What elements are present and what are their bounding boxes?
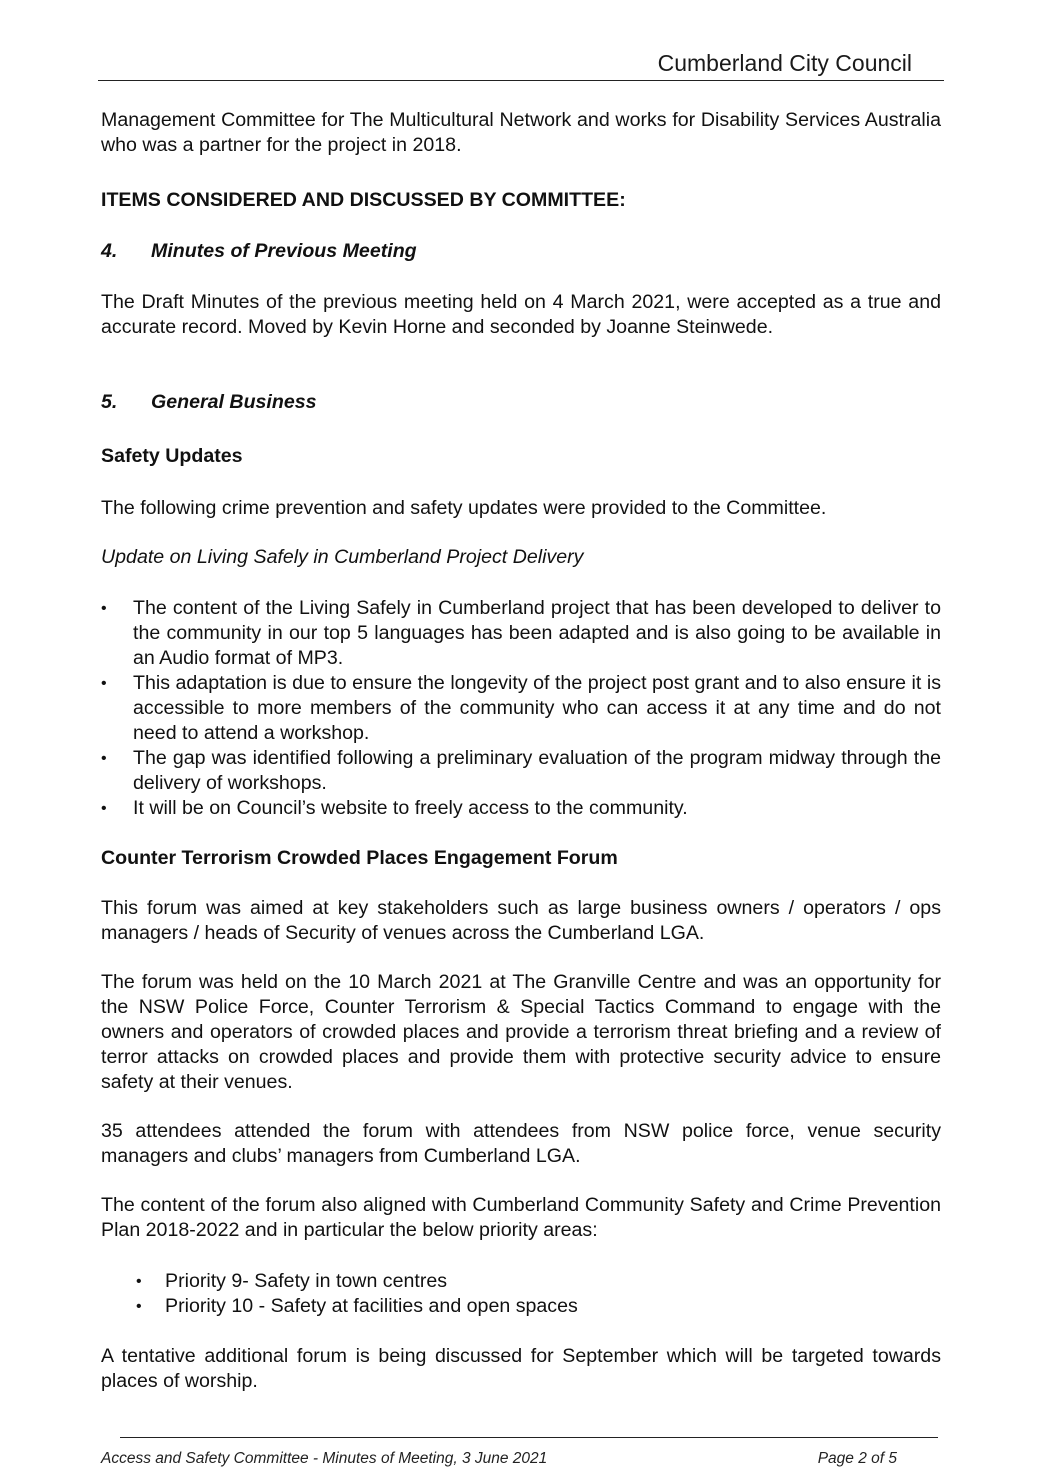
footer-divider [120, 1437, 938, 1438]
safety-updates-list [101, 596, 941, 821]
living-safely-subheading: Update on Living Safely in Cumberland Project Delivery [101, 546, 584, 568]
safety-updates-heading: Safety Updates [101, 445, 243, 467]
counter-terrorism-paragraph-4: The content of the forum also aligned with Cumberland Community Safety and Crime Prevention Plan 2018-2022 and in particular the below priority areas: [101, 1194, 941, 1241]
section-4-title: Minutes of Previous Meeting [151, 240, 417, 262]
list-item: • Priority 9- Safety in town centres [136, 1270, 448, 1292]
list-item: • Priority 10 - Safety at facilities and open spaces [136, 1295, 578, 1317]
list-item: • The gap was identified following a preliminary evaluation of the program midway through the delivery of workshops. [101, 747, 941, 794]
priority-areas-list [101, 1269, 941, 1319]
bullet-icon: • [136, 1273, 142, 1290]
section-4-heading [101, 239, 941, 264]
section-5-heading [101, 390, 941, 415]
bullet-icon: • [101, 675, 107, 692]
bullet-icon: • [136, 1298, 142, 1315]
list-item: • This adaptation is due to ensure the longevity of the project post grant and to also ensure it is accessible to more members of the community who can access it at any time and do not need to attend a workshop. [101, 672, 941, 744]
section-4-paragraph: The Draft Minutes of the previous meeting held on 4 March 2021, were accepted as a true and accurate record. Moved by Kevin Horne and seconded by Joanne Steinwede. [101, 291, 941, 338]
closing-paragraph: A tentative additional forum is being discussed for September which will be targeted towards places of worship. [101, 1345, 941, 1392]
page-number: Page 2 of 5 [817, 1450, 897, 1467]
list-item: • The content of the Living Safely in Cumberland project that has been developed to deliver to the community in our top 5 languages has been adapted and is also going to be available in an Audio format of MP3. [101, 597, 941, 669]
intro-paragraph: Management Committee for The Multicultural Network and works for Disability Services Australia who was a partner for the project in 2018. [101, 109, 941, 156]
section-5-number: 5. [101, 391, 118, 413]
list-item: • It will be on Council’s website to freely access to the community. [101, 797, 688, 819]
counter-terrorism-heading: Counter Terrorism Crowded Places Engagement Forum [101, 847, 618, 869]
header-divider [98, 80, 944, 81]
safety-updates-intro: The following crime prevention and safety updates were provided to the Committee. [101, 497, 827, 519]
counter-terrorism-paragraph-3: 35 attendees attended the forum with attendees from NSW police force, venue security managers and clubs’ managers from Cumberland LGA. [101, 1120, 941, 1167]
bullet-icon: • [101, 750, 107, 767]
document-body [101, 108, 941, 1394]
section-4-number: 4. [101, 240, 118, 262]
counter-terrorism-paragraph-2: The forum was held on the 10 March 2021 at The Granville Centre and was an opportunity for the NSW Police Force, Counter Terrorism & Special Tactics Command to engage with the owners and operators of crowded places and provide a terrorism threat briefing and a review of terror attacks on crowded places and provide them with protective security advice to ensure safety at their venues. [101, 971, 941, 1093]
header-organization: Cumberland City Council [657, 50, 912, 76]
section-5-title: General Business [151, 391, 317, 413]
items-heading: ITEMS CONSIDERED AND DISCUSSED BY COMMITTEE: [101, 189, 626, 211]
bullet-icon: • [101, 600, 107, 617]
bullet-icon: • [101, 800, 107, 817]
footer-title: Access and Safety Committee - Minutes of Meeting, 3 June 2021 [101, 1450, 548, 1467]
counter-terrorism-paragraph-1: This forum was aimed at key stakeholders such as large business owners / operators / ops managers / heads of Security of venues across the Cumberland LGA. [101, 897, 941, 944]
